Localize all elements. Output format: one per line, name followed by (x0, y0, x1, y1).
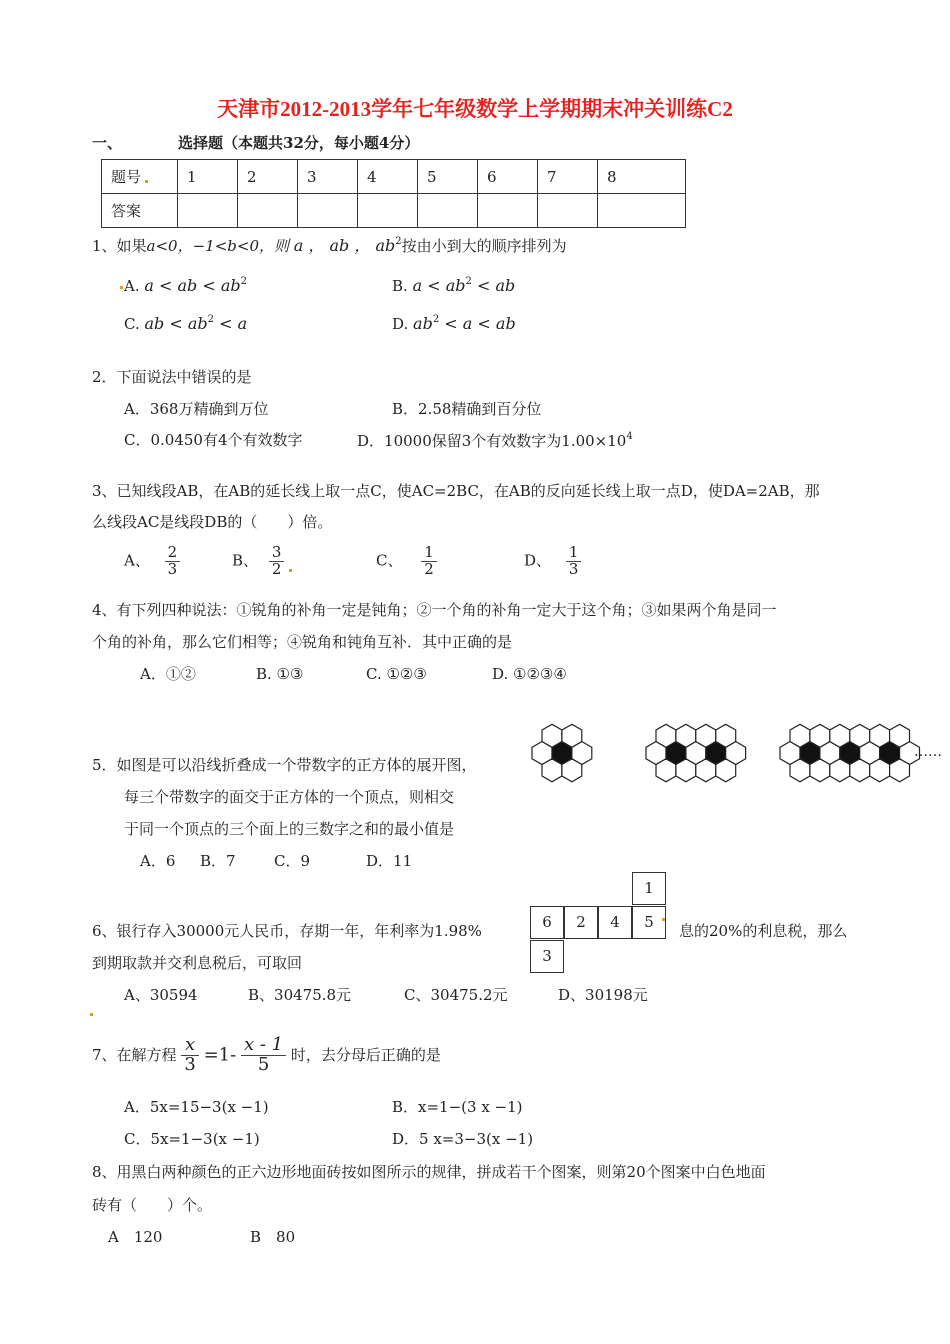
q4-option-d[interactable]: D. ①②③④ (492, 665, 567, 683)
table-cell: 8 (598, 160, 686, 194)
q7-option-c[interactable]: C．5x=1−3(x −1) (124, 1130, 260, 1148)
table-cell: 2 (238, 160, 298, 194)
white-hexagon-tile (890, 759, 910, 782)
section-heading (92, 132, 419, 153)
option-label: C. (124, 315, 140, 333)
table-cell: 1 (178, 160, 238, 194)
option-label: D、 (524, 551, 552, 570)
q3-option-d[interactable] (524, 545, 581, 578)
q5-option-b[interactable]: B．7 (200, 852, 236, 870)
q3-option-c[interactable] (376, 545, 437, 578)
pattern-ellipsis: …… (914, 744, 942, 760)
table-cell: 6 (478, 160, 538, 194)
answer-cell[interactable] (598, 194, 686, 228)
answer-table (101, 159, 686, 228)
answer-cell[interactable] (358, 194, 418, 228)
option-math: a < ab (412, 276, 466, 295)
q1-terms: a ， ab ， ab (293, 236, 396, 255)
table-cell: 答案 (102, 194, 178, 228)
white-hexagon-tile (870, 759, 890, 782)
white-hexagon-tile (850, 724, 870, 747)
q8-stem-line2: 砖有（ ）个。 (92, 1196, 213, 1214)
white-hexagon-tile (656, 724, 676, 747)
option-label: C、 (376, 551, 403, 570)
white-hexagon-tile (716, 759, 736, 782)
net-face: 3 (530, 940, 564, 973)
q7-option-d[interactable]: D．5 x=3−3(x −1) (392, 1130, 534, 1148)
white-hexagon-tile (810, 759, 830, 782)
answer-cell[interactable] (298, 194, 358, 228)
white-hexagon-tile (890, 724, 910, 747)
q7-stem (92, 1036, 441, 1075)
white-hexagon-tile (830, 759, 850, 782)
option-math: < a (214, 314, 248, 333)
net-face: 1 (632, 872, 666, 905)
cube-net-figure (530, 872, 670, 976)
section-number: 一、 (92, 134, 123, 152)
q2-stem: 2．下面说法中错误的是 (92, 368, 252, 386)
fraction-denominator: 2 (271, 559, 282, 578)
q4-stem-line2: 个角的补角，那么它们相等；④锐角和钝角互补．其中正确的是 (92, 633, 513, 651)
q1-option-d[interactable] (392, 314, 516, 333)
q4-stem-line1: 4、有下列四种说法：①锐角的补角一定是钝角；②一个角的补角一定大于这个角；③如果两个角是同一 (92, 601, 777, 619)
option-math: < a < ab (439, 314, 516, 333)
white-hexagon-tile (562, 759, 582, 782)
q6-option-d[interactable]: D、30198元 (558, 986, 648, 1004)
option-label: A、 (124, 551, 150, 570)
net-face: 4 (598, 906, 632, 939)
white-hexagon-tile (810, 724, 830, 747)
fraction-denominator: 2 (424, 559, 434, 578)
q6-option-b[interactable]: B、30475.8元 (248, 986, 352, 1004)
fraction-numerator: 1 (566, 545, 582, 562)
q1-stem-start: 1、如果 (92, 237, 147, 255)
option-math: a < ab < ab (144, 276, 241, 295)
q5-stem-line3: 于同一个顶点的三个面上的三数字之和的最小值是 (124, 820, 455, 838)
q1-exponent: 2 (395, 236, 402, 247)
section-label: 选择题（本题共32分，每小题4分） (178, 134, 420, 152)
option-math: < ab (471, 276, 516, 295)
q6-stem-line1b: 息的20%的利息税，那么 (679, 922, 848, 940)
q7-equation-middle: =1- (203, 1044, 237, 1066)
exponent: 2 (465, 276, 472, 287)
marker-dot (120, 286, 123, 289)
white-hexagon-tile (542, 724, 562, 747)
white-hexagon-tile (870, 724, 890, 747)
hexagon-pattern-figure (520, 712, 950, 794)
q2-option-c[interactable]: C．0.0450有4个有效数字 (124, 431, 303, 449)
answer-cell[interactable] (478, 194, 538, 228)
marker-dot (289, 569, 292, 572)
q7-option-b[interactable]: B．x=1−(3 x −1) (392, 1098, 523, 1116)
white-hexagon-tile (790, 724, 810, 747)
table-cell: 4 (358, 160, 418, 194)
fraction-denominator: 3 (568, 559, 579, 578)
marker-dot (662, 918, 665, 921)
option-label: A. (124, 277, 140, 295)
q3-stem-line2: 么线段AC是线段DB的（ ）倍。 (92, 513, 333, 531)
table-cell: 题号 (102, 160, 178, 194)
exponent: 2 (240, 276, 248, 287)
q3-option-a[interactable] (124, 545, 180, 578)
exponent: 4 (626, 431, 633, 442)
q6-stem-line1a: 6、银行存入30000元人民币，存期一年，年利率为1.98% (92, 922, 482, 940)
fraction-denominator: 3 (167, 559, 178, 578)
fraction-denominator: 3 (184, 1053, 196, 1075)
q1-option-c[interactable] (124, 314, 247, 333)
option-math: ab (413, 314, 433, 333)
marker-dot (90, 1013, 93, 1016)
q7-stem-start: 7、在解方程 (92, 1045, 177, 1064)
white-hexagon-tile (790, 759, 810, 782)
q1-stem-end: 按由小到大的顺序排列为 (401, 237, 567, 255)
q4-option-b[interactable]: B. ①③ (256, 665, 304, 683)
option-label: D. (392, 315, 409, 333)
q5-option-d[interactable]: D．11 (366, 852, 413, 870)
q5-option-c[interactable]: C．9 (274, 852, 311, 870)
option-text: D．10000保留3个有效数字为1.00×10 (357, 432, 627, 450)
answer-table-header-row (102, 160, 686, 194)
answer-cell[interactable] (538, 194, 598, 228)
white-hexagon-tile (656, 759, 676, 782)
net-face: 6 (530, 906, 564, 939)
white-hexagon-tile (542, 759, 562, 782)
white-hexagon-tile (676, 724, 696, 747)
answer-cell[interactable] (418, 194, 478, 228)
q6-option-c[interactable]: C、30475.2元 (404, 986, 508, 1004)
fraction-numerator: 2 (165, 545, 181, 562)
marker-dot (145, 180, 148, 183)
q8-option-a[interactable]: A 120 (108, 1228, 163, 1246)
q7-option-a[interactable]: A．5x=15−3(x −1) (124, 1098, 269, 1116)
q7-stem-end: 时，去分母后正确的是 (290, 1045, 441, 1064)
fraction-numerator: 3 (269, 545, 285, 562)
answer-cell[interactable] (238, 194, 298, 228)
q3-option-b[interactable] (232, 545, 284, 578)
fraction-numerator: 1 (421, 545, 437, 562)
document-title: 天津市2012-2013学年七年级数学上学期期末冲关训练C2 (217, 97, 733, 121)
fraction-numerator: x - 1 (241, 1036, 286, 1056)
q4-option-a[interactable]: A．①② (140, 665, 196, 683)
exponent: 2 (207, 314, 215, 325)
q5-stem-line1: 5．如图是可以沿线折叠成一个带数字的正方体的展开图， (92, 756, 477, 774)
q8-option-b[interactable]: B 80 (250, 1228, 296, 1246)
q2-option-a[interactable]: A．368万精确到万位 (124, 400, 269, 418)
white-hexagon-tile (850, 759, 870, 782)
table-cell: 5 (418, 160, 478, 194)
q6-option-a[interactable]: A、30594 (124, 986, 198, 1004)
q5-stem-line2: 每三个带数字的面交于正方体的一个顶点，则相交 (124, 788, 455, 806)
answer-cell[interactable] (178, 194, 238, 228)
table-cell: 7 (538, 160, 598, 194)
exponent: 2 (432, 314, 440, 325)
q3-stem-line1: 3、已知线段AB，在AB的延长线上取一点C，使AC=2BC，在AB的反向延长线上取一点D，使DA=2AB，那 (92, 482, 820, 500)
q6-stem-line2: 到期取款并交利息税后，可取回 (92, 954, 303, 972)
q1-stem (92, 236, 567, 255)
q8-stem-line1: 8、用黑白两种颜色的正六边形地面砖按如图所示的规律，拼成若干个图案，则第20个图案中白色地面 (92, 1163, 766, 1181)
q1-condition: a<0，−1<b<0，则 (146, 237, 289, 255)
net-face: 2 (564, 906, 598, 939)
answer-table-answer-row (102, 194, 686, 228)
q2-option-d[interactable] (357, 431, 633, 450)
option-label: B. (392, 277, 408, 295)
option-label: B、 (232, 551, 259, 570)
fraction-denominator: 5 (257, 1053, 270, 1075)
fraction-numerator: x (181, 1036, 198, 1056)
q5-option-a[interactable]: A．6 (140, 852, 176, 870)
q1-option-a[interactable] (124, 276, 247, 295)
white-hexagon-tile (830, 724, 850, 747)
white-hexagon-tile (676, 759, 696, 782)
q4-option-c[interactable]: C. ①②③ (366, 665, 427, 683)
table-cell: 3 (298, 160, 358, 194)
net-face: 5 (632, 906, 666, 939)
q1-option-b[interactable] (392, 276, 515, 295)
white-hexagon-tile (562, 724, 582, 747)
white-hexagon-tile (696, 724, 716, 747)
option-math: ab < ab (144, 314, 208, 333)
white-hexagon-tile (696, 759, 716, 782)
q2-option-b[interactable]: B．2.58精确到百分位 (392, 400, 542, 418)
white-hexagon-tile (716, 724, 736, 747)
